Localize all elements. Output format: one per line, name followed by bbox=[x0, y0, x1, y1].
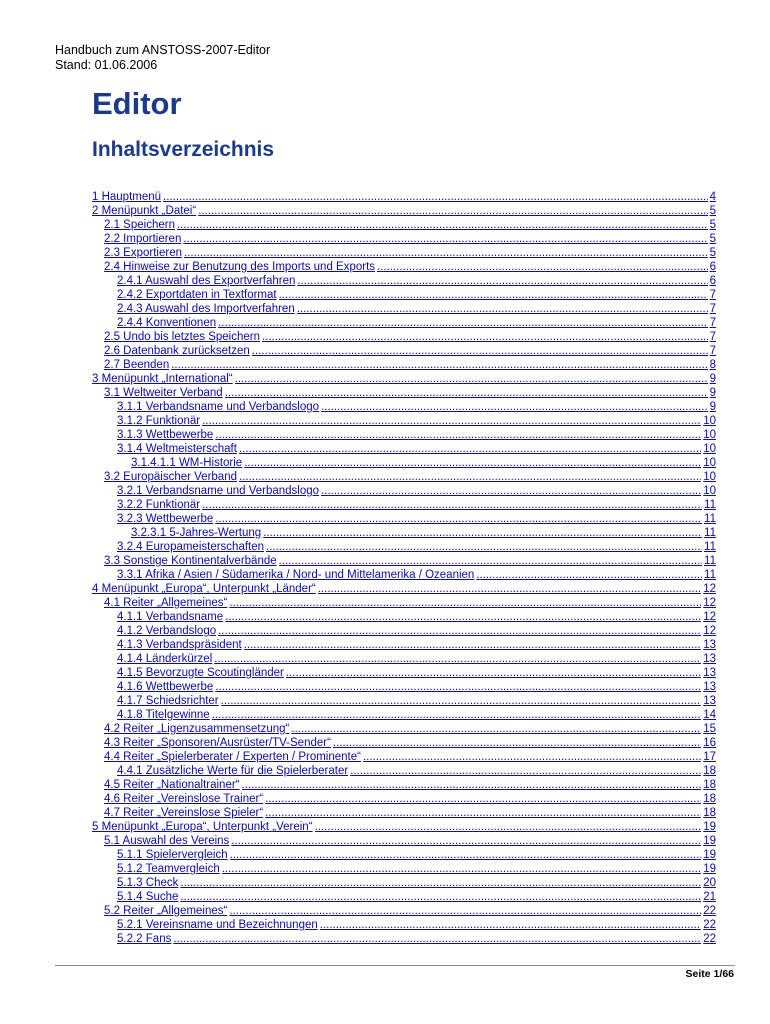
toc-entry[interactable] bbox=[92, 764, 716, 778]
toc-entry-text: 5.2 Reiter „Allgemeines“ bbox=[104, 905, 228, 917]
toc-dot-leader bbox=[244, 456, 701, 470]
toc-dot-leader bbox=[235, 372, 708, 386]
header-date: Stand: 01.06.2006 bbox=[55, 58, 158, 72]
toc-dot-leader bbox=[184, 246, 708, 260]
toc-page-number: 11 bbox=[704, 499, 716, 511]
toc-entry-text: 4.4 Reiter „Spielerberater / Experten / Prominente“ bbox=[104, 751, 361, 763]
toc-entry-text: 3.2.2 Funktionär bbox=[117, 499, 201, 511]
toc-dot-leader bbox=[229, 904, 701, 918]
toc-entry[interactable] bbox=[92, 456, 716, 470]
toc-entry-text: 2.1 Speichern bbox=[104, 219, 175, 231]
toc-entry-text: 3.3.1 Afrika / Asien / Südamerika / Nord- und Mittelamerika / Ozeanien bbox=[117, 569, 475, 581]
toc-dot-leader bbox=[221, 694, 702, 708]
toc-entry[interactable] bbox=[92, 400, 716, 414]
toc-entry[interactable] bbox=[92, 568, 716, 582]
toc-page-number: 11 bbox=[704, 569, 716, 581]
toc-dot-leader bbox=[183, 232, 707, 246]
footer-divider bbox=[55, 965, 735, 966]
toc-entry-text: 3.3 Sonstige Kontinentalverbände bbox=[104, 555, 277, 567]
toc-dot-leader bbox=[171, 358, 707, 372]
toc-dot-leader bbox=[263, 526, 702, 540]
toc-entry[interactable] bbox=[92, 540, 716, 554]
toc-entry-text: 2.6 Datenbank zurücksetzen bbox=[104, 345, 250, 357]
toc-dot-leader bbox=[265, 792, 701, 806]
toc-entry[interactable] bbox=[92, 204, 716, 218]
toc-page-number: 15 bbox=[703, 723, 716, 735]
toc-page-number: 12 bbox=[703, 611, 716, 623]
toc-entry[interactable] bbox=[92, 904, 716, 918]
toc-dot-leader bbox=[291, 722, 701, 736]
toc-dot-leader bbox=[214, 652, 701, 666]
toc-entry[interactable] bbox=[92, 806, 716, 820]
toc-entry-text: 5.1.1 Spielervergleich bbox=[117, 849, 228, 861]
toc-page-number: 7 bbox=[709, 303, 716, 315]
toc-dot-leader bbox=[262, 330, 708, 344]
toc-entry[interactable] bbox=[92, 694, 716, 708]
toc-entry[interactable] bbox=[92, 750, 716, 764]
toc-entry[interactable] bbox=[92, 820, 716, 834]
toc-page-number: 11 bbox=[704, 513, 716, 525]
toc-entry[interactable] bbox=[92, 232, 716, 246]
toc-page-number: 16 bbox=[703, 737, 716, 749]
toc-dot-leader bbox=[363, 750, 701, 764]
toc-page-number: 18 bbox=[703, 793, 716, 805]
toc-entry[interactable] bbox=[92, 848, 716, 862]
toc-entry[interactable] bbox=[92, 526, 716, 540]
toc-entry-text: 4.4.1 Zusätzliche Werte für die Spielerberater bbox=[117, 765, 349, 777]
toc-page-number: 19 bbox=[703, 821, 716, 833]
toc-dot-leader bbox=[230, 848, 702, 862]
toc-entry[interactable] bbox=[92, 358, 716, 372]
toc-entry[interactable] bbox=[92, 414, 716, 428]
toc-dot-leader bbox=[212, 708, 702, 722]
toc-entry[interactable] bbox=[92, 260, 716, 274]
toc-page-number: 4 bbox=[709, 191, 716, 203]
toc-entry[interactable] bbox=[92, 666, 716, 680]
toc-entry[interactable] bbox=[92, 386, 716, 400]
toc-entry-text: 2.2 Importieren bbox=[104, 233, 182, 245]
toc-entry[interactable] bbox=[92, 484, 716, 498]
toc-entry[interactable] bbox=[92, 652, 716, 666]
toc-entry-text: 2 Menüpunkt „Datei“ bbox=[92, 205, 197, 217]
toc-entry[interactable] bbox=[92, 862, 716, 876]
toc-entry-text: 5.2.2 Fans bbox=[117, 933, 172, 945]
toc-entry-text: 4.3 Reiter „Sponsoren/Ausrüster/TV-Sender“ bbox=[104, 737, 331, 749]
toc-entry[interactable] bbox=[92, 680, 716, 694]
toc-page-number: 22 bbox=[703, 919, 716, 931]
toc-page-number: 12 bbox=[703, 625, 716, 637]
toc-entry-text: 3.1.2 Funktionär bbox=[117, 415, 201, 427]
toc-dot-leader bbox=[202, 498, 702, 512]
toc-entry[interactable] bbox=[92, 330, 716, 344]
toc-entry[interactable] bbox=[92, 246, 716, 260]
toc-entry-text: 5.1.2 Teamvergleich bbox=[117, 863, 220, 875]
toc-entry[interactable] bbox=[92, 288, 716, 302]
toc-entry-text: 2.4 Hinweise zur Benutzung des Imports und Exports bbox=[104, 261, 376, 273]
toc-dot-leader bbox=[222, 862, 701, 876]
page-number: Seite 1/66 bbox=[685, 968, 734, 980]
toc-dot-leader bbox=[215, 512, 702, 526]
toc-dot-leader bbox=[321, 484, 701, 498]
toc-entry[interactable] bbox=[92, 708, 716, 722]
toc-dot-leader bbox=[252, 344, 708, 358]
toc-page-number: 18 bbox=[703, 807, 716, 819]
toc-entry-text: 4.7 Reiter „Vereinslose Spieler“ bbox=[104, 807, 264, 819]
toc-page-number: 17 bbox=[703, 751, 716, 763]
toc-dot-leader bbox=[318, 582, 701, 596]
toc-dot-leader bbox=[239, 470, 701, 484]
toc-page-number: 9 bbox=[709, 373, 716, 385]
toc-entry[interactable] bbox=[92, 610, 716, 624]
toc-heading: Inhaltsverzeichnis bbox=[92, 138, 275, 161]
toc-entry-text: 3.1.1 Verbandsname und Verbandslogo bbox=[117, 401, 320, 413]
toc-entry[interactable] bbox=[92, 442, 716, 456]
toc-page-number: 19 bbox=[703, 835, 716, 847]
toc-entry-text: 2.7 Beenden bbox=[104, 359, 170, 371]
toc-page-number: 13 bbox=[703, 681, 716, 693]
toc-entry-text: 3.1 Weltweiter Verband bbox=[104, 387, 223, 399]
toc-entry-text: 4.1.4 Länderkürzel bbox=[117, 653, 213, 665]
toc-entry[interactable] bbox=[92, 932, 716, 946]
toc-dot-leader bbox=[229, 596, 701, 610]
toc-page-number: 13 bbox=[703, 667, 716, 679]
toc-entry[interactable] bbox=[92, 372, 716, 386]
toc-dot-leader bbox=[244, 638, 702, 652]
toc-page-number: 13 bbox=[703, 639, 716, 651]
document-title: Editor bbox=[92, 86, 182, 121]
toc-page-number: 5 bbox=[709, 219, 716, 231]
toc-page-number: 10 bbox=[703, 415, 716, 427]
toc-page-number: 13 bbox=[703, 653, 716, 665]
toc-dot-leader bbox=[239, 442, 701, 456]
toc-entry[interactable] bbox=[92, 344, 716, 358]
toc-dot-leader bbox=[218, 316, 707, 330]
toc-entry-text: 4.2 Reiter „Ligenzusammensetzung“ bbox=[104, 723, 290, 735]
toc-page-number: 6 bbox=[709, 275, 716, 287]
toc-entry[interactable] bbox=[92, 918, 716, 932]
toc-entry-text: 5.2.1 Vereinsname und Bezeichnungen bbox=[117, 919, 318, 931]
toc-entry[interactable] bbox=[92, 624, 716, 638]
toc-page-number: 19 bbox=[703, 863, 716, 875]
toc-dot-leader bbox=[297, 302, 708, 316]
toc-page-number: 11 bbox=[704, 541, 716, 553]
toc-dot-leader bbox=[320, 918, 701, 932]
toc-entry-text: 3 Menüpunkt „International“ bbox=[92, 373, 233, 385]
toc-entry-text: 3.1.4 Weltmeisterschaft bbox=[117, 443, 237, 455]
toc-page-number: 7 bbox=[709, 317, 716, 329]
toc-page-number: 10 bbox=[703, 471, 716, 483]
toc-dot-leader bbox=[177, 218, 708, 232]
toc-entry[interactable] bbox=[92, 554, 716, 568]
toc-page-number: 12 bbox=[703, 583, 716, 595]
toc-entry[interactable] bbox=[92, 316, 716, 330]
toc-dot-leader bbox=[180, 876, 701, 890]
toc-page-number: 11 bbox=[704, 527, 716, 539]
toc-page-number: 5 bbox=[709, 247, 716, 259]
toc-dot-leader bbox=[315, 820, 702, 834]
toc-entry-text: 4.6 Reiter „Vereinslose Trainer“ bbox=[104, 793, 264, 805]
toc-page-number: 13 bbox=[703, 695, 716, 707]
toc-entry[interactable] bbox=[92, 834, 716, 848]
toc-dot-leader bbox=[321, 400, 708, 414]
toc-entry-text: 4.1.2 Verbandslogo bbox=[117, 625, 217, 637]
toc-entry[interactable] bbox=[92, 190, 716, 204]
toc-entry[interactable] bbox=[92, 890, 716, 904]
toc-page-number: 6 bbox=[709, 261, 716, 273]
toc-dot-leader bbox=[215, 680, 701, 694]
toc-page-number: 11 bbox=[704, 555, 716, 567]
toc-page-number: 21 bbox=[703, 891, 716, 903]
toc-page-number: 7 bbox=[709, 331, 716, 343]
toc-entry-text: 4.5 Reiter „Nationaltrainer“ bbox=[104, 779, 240, 791]
toc-entry[interactable] bbox=[92, 736, 716, 750]
toc-entry[interactable] bbox=[92, 302, 716, 316]
toc-entry-text: 3.1.3 Wettbewerbe bbox=[117, 429, 214, 441]
toc-dot-leader bbox=[265, 806, 701, 820]
toc-entry[interactable] bbox=[92, 596, 716, 610]
toc-entry-text: 2.4.2 Exportdaten in Textformat bbox=[117, 289, 277, 301]
toc-dot-leader bbox=[180, 890, 701, 904]
header-document-title: Handbuch zum ANSTOSS-2007-Editor bbox=[55, 43, 271, 57]
toc-page-number: 7 bbox=[709, 345, 716, 357]
toc-dot-leader bbox=[279, 554, 702, 568]
toc-page-number: 5 bbox=[709, 233, 716, 245]
toc-dot-leader bbox=[215, 428, 701, 442]
toc-dot-leader bbox=[198, 204, 707, 218]
toc-page-number: 14 bbox=[703, 709, 716, 721]
toc-dot-leader bbox=[350, 764, 701, 778]
toc-dot-leader bbox=[163, 190, 708, 204]
toc-dot-leader bbox=[173, 932, 701, 946]
toc-entry-text: 3.2.3.1 5-Jahres-Wertung bbox=[131, 527, 262, 539]
toc-entry[interactable] bbox=[92, 218, 716, 232]
toc-page-number: 19 bbox=[703, 849, 716, 861]
toc-page-number: 20 bbox=[703, 877, 716, 889]
table-of-contents bbox=[92, 190, 716, 946]
toc-page-number: 5 bbox=[709, 205, 716, 217]
toc-page-number: 10 bbox=[703, 457, 716, 469]
toc-entry-text: 3.2.4 Europameisterschaften bbox=[117, 541, 265, 553]
toc-dot-leader bbox=[377, 260, 708, 274]
toc-dot-leader bbox=[286, 666, 701, 680]
toc-entry-text: 5 Menüpunkt „Europa“, Unterpunkt „Verein“ bbox=[92, 821, 313, 833]
toc-entry-text: 3.1.4.1.1 WM-Historie bbox=[131, 457, 243, 469]
toc-entry[interactable] bbox=[92, 582, 716, 596]
toc-dot-leader bbox=[297, 274, 707, 288]
toc-entry[interactable] bbox=[92, 638, 716, 652]
toc-dot-leader bbox=[476, 568, 702, 582]
toc-entry-text: 2.4.4 Konventionen bbox=[117, 317, 217, 329]
toc-entry-text: 4.1.6 Wettbewerbe bbox=[117, 681, 214, 693]
toc-entry[interactable] bbox=[92, 792, 716, 806]
toc-dot-leader bbox=[202, 414, 701, 428]
toc-entry-text: 2.5 Undo bis letztes Speichern bbox=[104, 331, 260, 343]
toc-entry-text: 3.2.3 Wettbewerbe bbox=[117, 513, 214, 525]
toc-entry-text: 4.1.3 Verbandspräsident bbox=[117, 639, 242, 651]
toc-entry[interactable] bbox=[92, 428, 716, 442]
toc-entry-text: 5.1 Auswahl des Vereins bbox=[104, 835, 230, 847]
toc-dot-leader bbox=[218, 624, 701, 638]
toc-entry-text: 3.2.1 Verbandsname und Verbandslogo bbox=[117, 485, 320, 497]
toc-entry-text: 4.1 Reiter „Allgemeines“ bbox=[104, 597, 228, 609]
toc-page-number: 8 bbox=[709, 359, 716, 371]
toc-page-number: 10 bbox=[703, 429, 716, 441]
toc-entry-text: 4.1.8 Titelgewinne bbox=[117, 709, 210, 721]
toc-entry-text: 4.1.5 Bevorzugte Scoutingländer bbox=[117, 667, 284, 679]
toc-entry-text: 5.1.4 Suche bbox=[117, 891, 179, 903]
toc-entry-text: 2.4.1 Auswahl des Exportverfahren bbox=[117, 275, 296, 287]
toc-page-number: 18 bbox=[703, 765, 716, 777]
toc-entry[interactable] bbox=[92, 876, 716, 890]
toc-entry-text: 4.1.7 Schiedsrichter bbox=[117, 695, 219, 707]
toc-page-number: 9 bbox=[709, 401, 716, 413]
toc-dot-leader bbox=[279, 288, 708, 302]
toc-entry[interactable] bbox=[92, 470, 716, 484]
toc-page-number: 10 bbox=[703, 485, 716, 497]
toc-entry[interactable] bbox=[92, 274, 716, 288]
toc-page-number: 22 bbox=[703, 905, 716, 917]
toc-entry[interactable] bbox=[92, 778, 716, 792]
toc-entry[interactable] bbox=[92, 498, 716, 512]
toc-dot-leader bbox=[225, 610, 701, 624]
toc-dot-leader bbox=[231, 834, 701, 848]
toc-entry[interactable] bbox=[92, 722, 716, 736]
toc-dot-leader bbox=[225, 386, 708, 400]
toc-entry-text: 1 Hauptmenü bbox=[92, 191, 162, 203]
toc-entry-text: 2.4.3 Auswahl des Importverfahren bbox=[117, 303, 295, 315]
toc-page-number: 7 bbox=[709, 289, 716, 301]
toc-dot-leader bbox=[333, 736, 701, 750]
toc-entry-text: 3.2 Europäischer Verband bbox=[104, 471, 237, 483]
toc-entry-text: 4 Menüpunkt „Europa“, Unterpunkt „Länder“ bbox=[92, 583, 316, 595]
toc-entry-text: 5.1.3 Check bbox=[117, 877, 179, 889]
toc-page-number: 9 bbox=[709, 387, 716, 399]
toc-page-number: 22 bbox=[703, 933, 716, 945]
toc-dot-leader bbox=[266, 540, 702, 554]
toc-dot-leader bbox=[242, 778, 702, 792]
toc-page-number: 18 bbox=[703, 779, 716, 791]
page-header bbox=[55, 43, 270, 73]
toc-entry[interactable] bbox=[92, 512, 716, 526]
toc-page-number: 10 bbox=[703, 443, 716, 455]
toc-page-number: 12 bbox=[703, 597, 716, 609]
toc-entry-text: 4.1.1 Verbandsname bbox=[117, 611, 224, 623]
toc-entry-text: 2.3 Exportieren bbox=[104, 247, 182, 259]
